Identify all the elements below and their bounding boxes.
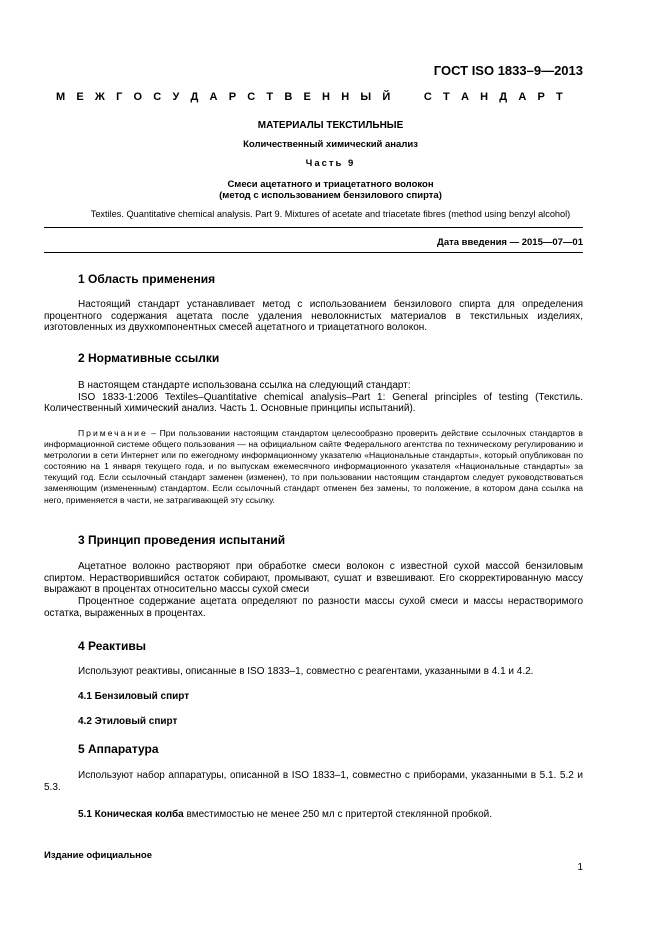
section-2-text xyxy=(44,380,583,415)
date-introduction: Дата введения — 2015—07—01 xyxy=(437,237,583,248)
section-4-text: Используют реактивы, описанные в ISO 1833–1, совместно с реагентами, указанными в 4.1 и 4.2. xyxy=(78,666,534,677)
standard-number: ГОСТ ISO 1833–9—2013 xyxy=(433,63,583,78)
interstate-letter: О xyxy=(133,91,143,103)
section-5-1-label: 5.1 Коническая колба xyxy=(78,809,184,820)
interstate-letter: Н xyxy=(480,91,489,103)
section-3-heading: 3 Принцип проведения испытаний xyxy=(78,533,286,547)
interstate-letter: Ж xyxy=(94,91,105,103)
section-2-heading: 2 Нормативные ссылки xyxy=(78,351,220,365)
section-5-heading: 5 Аппаратура xyxy=(78,742,159,756)
section-4-heading: 4 Реактивы xyxy=(78,639,146,653)
section-3-p2: Процентное содержание ацетата определяют по разности массы сухой смеси и массы нерастворимого остатка, выраженных в процентах. xyxy=(44,596,583,619)
section-5-1 xyxy=(44,809,583,821)
interstate-letter: Д xyxy=(499,91,508,103)
section-2-reference: ISO 1833-1:2006 Textiles–Quantitative chemical analysis–Part 1: General principles of testing (Текстиль. Количественный химический анализ. Часть 1. Основные принципы испытаний). xyxy=(44,391,583,415)
section-4-2: 4.2 Этиловый спирт xyxy=(78,716,178,727)
interstate-letter: В xyxy=(284,91,293,103)
interstate-letter: А xyxy=(518,91,527,103)
divider-bottom xyxy=(44,252,583,253)
interstate-letter: У xyxy=(172,91,180,103)
title-sub: Количественный химический анализ xyxy=(243,139,418,150)
note-label: Примечание xyxy=(78,428,148,438)
section-3-text xyxy=(44,561,583,620)
interstate-letter: М xyxy=(56,91,66,103)
interstate-letter: Н xyxy=(341,91,350,103)
title-main: МАТЕРИАЛЫ ТЕКСТИЛЬНЫЕ xyxy=(257,120,404,131)
interstate-letter: Й xyxy=(382,91,391,103)
interstate-letter: Н xyxy=(322,91,330,103)
interstate-letter: Т xyxy=(443,91,450,103)
interstate-standard-heading xyxy=(56,91,563,103)
section-1-text: Настоящий стандарт устанавливает метод с использованием бензилового спирта для определения процентного содержания ацетата после удаления неволокнистых материалов в текстильных изделиях, изготовленных из двухкомпонентных смесей ацетатного и триацетатного волокон. xyxy=(44,299,583,334)
interstate-letter: Г xyxy=(116,91,123,103)
edition-label: Издание официальное xyxy=(44,850,152,861)
section-2-intro: В настоящем стандарте использована ссылка на следующий стандарт: xyxy=(78,380,411,391)
section-4-1: 4.1 Бензиловый спирт xyxy=(78,691,190,702)
divider-top xyxy=(44,227,583,228)
interstate-letter: Е xyxy=(303,91,311,103)
title-english: Textiles. Quantitative chemical analysis. Part 9. Mixtures of acetate and triacetate fibres (method using benzyl alcohol) xyxy=(90,209,571,219)
title-part: Часть 9 xyxy=(305,158,356,169)
interstate-letter: А xyxy=(209,91,218,103)
interstate-letter: Т xyxy=(266,91,274,103)
section-3-p1: Ацетатное волокно растворяют при обработке смеси волокон с известной сухой массой бензиловым спиртом. Нерастворившийся остаток собирают, промывают, сушат и взвешивают. Его скорректированную массу выражают в процентах относительно массы сухой смеси xyxy=(44,561,583,596)
page-number: 1 xyxy=(577,862,583,873)
interstate-letter: Т xyxy=(556,91,563,103)
section-5-1-text: вместимостью не менее 250 мл с притертой стеклянной пробкой. xyxy=(183,809,493,820)
note-text: – При пользовании настоящим стандартом целесообразно проверить действие ссылочных стандартов в информационной системе общего пользования — на официальном сайте Федерального агентства по техническому регулированию и метрологии в сети Интернет или по ежегодному информационному указателю «Национальные стандарты», который опубликован по состоянию на 1 января текущего года, и по выпускам ежемесячного информационного указателя «Национальные стандарты» за текущий год. Если ссылочный стандарт заменен (изменен), то при пользовании настоящим стандартом следует руководствоваться заменяющим (измененным) стандартом. Если ссылочный стандарт отменен без замены, то положение, в котором дана ссылка на него, применяется в части, не затрагивающей эту ссылку. xyxy=(44,428,583,505)
title-name-line2: (метод с использованием бензилового спирта) xyxy=(219,190,442,201)
interstate-letter: Е xyxy=(76,91,84,103)
interstate-letter: С xyxy=(423,91,432,103)
interstate-letter: Ы xyxy=(360,91,372,103)
interstate-letter: Р xyxy=(537,91,545,103)
title-name-line1: Смеси ацетатного и триацетатного волокон xyxy=(227,179,434,190)
interstate-letter: А xyxy=(460,91,469,103)
section-1-heading: 1 Область применения xyxy=(78,272,216,286)
section-2-note xyxy=(44,428,583,506)
section-5-text: Используют набор аппаратуры, описанной в ISO 1833–1, совместно с приборами, указанными в 5.1. 5.2 и 5.3. xyxy=(44,770,583,793)
interstate-letter: С xyxy=(247,91,256,103)
interstate-letter: С xyxy=(153,91,162,103)
interstate-letter: Р xyxy=(228,91,237,103)
interstate-letter: Д xyxy=(190,91,199,103)
